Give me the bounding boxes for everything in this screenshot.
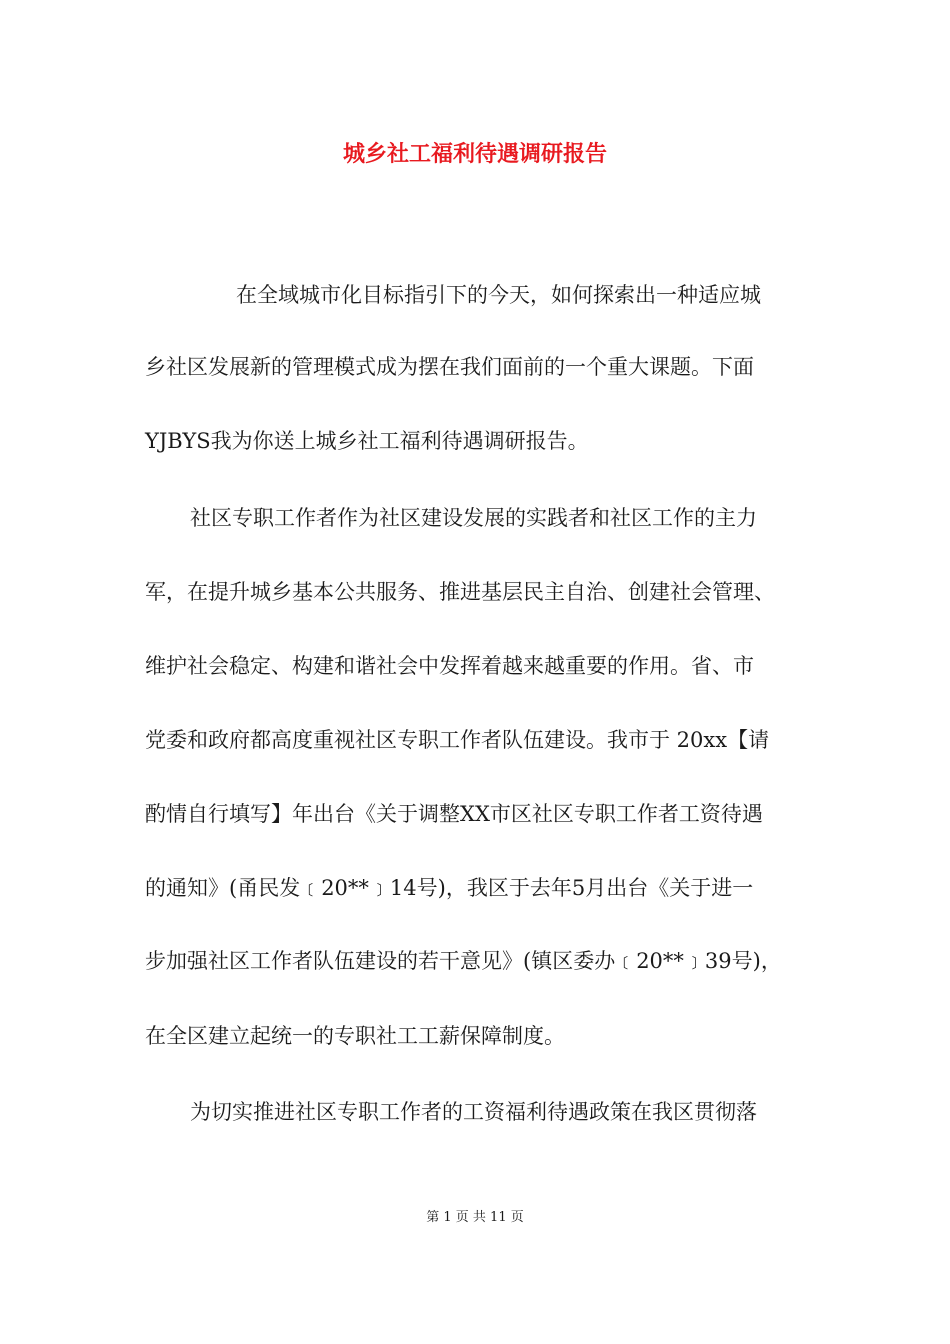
paragraph-line: 党委和政府都高度重视社区专职工作者队伍建设。我市于 20xx【请 [145, 728, 770, 752]
paragraph-line: 为切实推进社区专职工作者的工资福利待遇政策在我区贯彻落 [190, 1100, 757, 1124]
paragraph-line: 维护社会稳定、构建和谐社会中发挥着越来越重要的作用。省、市 [145, 654, 754, 678]
page-footer: 第 1 页 共 11 页 [426, 1210, 524, 1225]
document-title: 城乡社工福利待遇调研报告 [342, 141, 607, 167]
paragraph-line: 在全区建立起统一的专职社工工薪保障制度。 [145, 1024, 565, 1048]
paragraph-line: 在全域城市化目标指引下的今天，如何探索出一种适应城 [236, 283, 761, 307]
paragraph-line: 社区专职工作者作为社区建设发展的实践者和社区工作的主力 [190, 506, 757, 530]
paragraph-line: 酌情自行填写】年出台《关于调整XX市区社区专职工作者工资待遇 [145, 802, 763, 826]
paragraph-line: 乡社区发展新的管理模式成为摆在我们面前的一个重大课题。下面 [145, 355, 754, 379]
paragraph-line: 步加强社区工作者队伍建设的若干意见》(镇区委办﹝20**﹞39号)， [145, 949, 782, 973]
paragraph-line: YJBYS我为你送上城乡社工福利待遇调研报告。 [145, 429, 589, 453]
paragraph-line: 军，在提升城乡基本公共服务、推进基层民主自治、创建社会管理、 [145, 580, 775, 604]
paragraph-line: 的通知》(甬民发﹝20**﹞14号)，我区于去年5月出台《关于进一 [145, 876, 754, 900]
